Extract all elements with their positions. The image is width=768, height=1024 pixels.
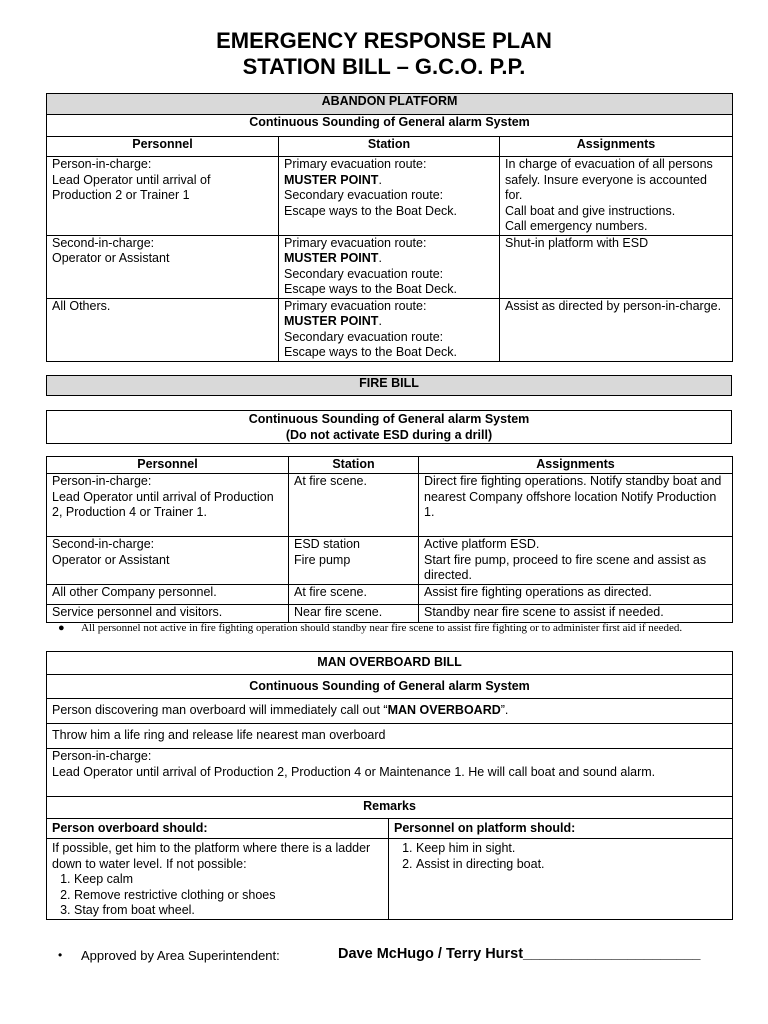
cell-line: Lead Operator until arrival of Production 2, Production 4 or Trainer 1.	[52, 489, 274, 519]
cell-line: Production 2 or Trainer 1	[52, 188, 190, 202]
abandon-alarm: Continuous Sounding of General alarm System	[47, 115, 733, 137]
assignments-cell: Assist fire fighting operations as directed.	[419, 584, 733, 604]
personnel-cell	[47, 235, 279, 298]
assignments-cell	[500, 157, 733, 236]
cell-line: Primary evacuation route:	[284, 157, 427, 171]
list-item: 1. Keep him in sight.	[416, 841, 727, 857]
cell-line: Fire pump	[294, 552, 351, 567]
overboard-title: MAN OVERBOARD BILL	[47, 652, 733, 675]
assignments-cell: Direct fire fighting operations. Notify standby boat and nearest Company offshore location Notify Production 1.	[419, 474, 733, 537]
cell-line: Escape ways to the Boat Deck.	[284, 282, 458, 296]
cell-line: Person-in-charge:	[52, 474, 152, 488]
left-intro: If possible, get him to the platform where there is a ladder down to water level. If not possible:	[52, 841, 371, 871]
throw-cell: Throw him a life ring and release life nearest man overboard	[47, 724, 733, 749]
station-cell: Primary evacuation route: MUSTER POINT. Secondary evacuation route: Escape ways to the Boat Deck.	[279, 235, 500, 298]
remarks-heading: Remarks	[47, 797, 733, 819]
table-row	[47, 298, 733, 361]
person-overboard-cell	[47, 839, 389, 920]
assignments-cell	[500, 235, 733, 298]
station-cell: At fire scene.	[289, 584, 419, 604]
fire-title: FIRE BILL	[47, 376, 732, 396]
fire-alarm-table	[46, 410, 732, 444]
cell-line: Active platform ESD.	[424, 537, 540, 551]
station-cell: Primary evacuation route: MUSTER POINT. Secondary evacuation route: Escape ways to the Boat Deck.	[279, 157, 500, 236]
personnel-cell	[47, 537, 289, 585]
call-out-text: Person discovering man overboard will immediately call out “	[52, 703, 388, 717]
cell-line: In charge of evacuation of all persons safely. Insure everyone is accounted for.	[505, 157, 713, 202]
table-row	[47, 584, 733, 604]
fire-alarm-note: (Do not activate ESD during a drill)	[285, 427, 493, 442]
call-out-end: ”.	[500, 703, 509, 717]
personnel-cell: Service personnel and visitors.	[47, 604, 289, 622]
list-item: 2. Remove restrictive clothing or shoes	[74, 888, 383, 904]
cell-line: Start fire pump, proceed to fire scene and assist as directed.	[424, 552, 707, 582]
cell-line: Second-in-charge:	[52, 235, 155, 250]
cell-line: ESD station	[294, 537, 361, 551]
station-cell: Near fire scene.	[289, 604, 419, 622]
cell-line: Primary evacuation route:	[284, 235, 427, 250]
fire-bill-table	[46, 456, 733, 623]
col-station: Station	[289, 457, 419, 474]
right-list	[394, 841, 727, 872]
col-station: Station	[279, 137, 500, 157]
cell-line: Operator or Assistant	[52, 552, 170, 567]
assignments-cell	[419, 537, 733, 585]
cell-line: Escape ways to the Boat Deck.	[284, 203, 458, 218]
station-cell	[289, 537, 419, 585]
cell-line: Second-in-charge:	[52, 537, 155, 551]
man-overboard-table	[46, 651, 733, 920]
col-assignments: Assignments	[500, 137, 733, 157]
fire-note	[58, 622, 728, 635]
list-item: 3. Stay from boat wheel.	[74, 903, 383, 919]
cell-line: Call boat and give instructions.	[505, 203, 676, 218]
table-row	[47, 235, 733, 298]
table-row	[47, 537, 733, 585]
cell-line: Secondary evacuation route:	[284, 329, 444, 344]
abandon-title: ABANDON PLATFORM	[47, 94, 733, 115]
station-cell: At fire scene.	[289, 474, 419, 537]
list-item: 1. Keep calm	[74, 872, 383, 888]
cell-line: Call emergency numbers.	[505, 219, 648, 233]
station-cell: Primary evacuation route: MUSTER POINT. Secondary evacuation route: Escape ways to the Boat Deck.	[279, 298, 500, 361]
cell-line: Assist as directed by person-in-charge.	[505, 298, 722, 313]
cell-line: Lead Operator until arrival of	[52, 172, 211, 187]
cell-line: Escape ways to the Boat Deck.	[284, 345, 458, 359]
personnel-cell	[47, 298, 279, 361]
approval-label: Approved by Area Superintendent:	[81, 948, 280, 963]
document-subtitle: STATION BILL – G.C.O. P.P.	[242, 54, 526, 79]
muster-point: MUSTER POINT	[284, 314, 379, 328]
pic-label: Person-in-charge:	[52, 749, 152, 763]
assignments-cell	[500, 298, 733, 361]
cell-line: Secondary evacuation route:	[284, 266, 444, 281]
call-out-cell	[47, 699, 733, 724]
cell-line: Operator or Assistant	[52, 251, 170, 265]
assignments-cell: Standby near fire scene to assist if needed.	[419, 604, 733, 622]
cell-line: Shut-in platform with ESD	[505, 235, 649, 250]
cell-line: Secondary evacuation route:	[284, 188, 444, 202]
col-personnel: Personnel	[47, 457, 289, 474]
approval-bullet: •	[58, 948, 63, 962]
approver-names: Dave McHugo / Terry Hurst______________________	[338, 946, 701, 962]
fire-alarm: Continuous Sounding of General alarm System	[248, 412, 530, 426]
col-assignments: Assignments	[419, 457, 733, 474]
table-row	[47, 604, 733, 622]
platform-personnel-heading: Personnel on platform should:	[389, 819, 733, 839]
cell-line: All Others.	[52, 298, 111, 313]
muster-point: MUSTER POINT	[284, 172, 379, 187]
platform-personnel-cell	[389, 839, 733, 920]
overboard-alarm: Continuous Sounding of General alarm System	[47, 675, 733, 699]
muster-point: MUSTER POINT	[284, 251, 379, 265]
table-row	[47, 474, 733, 537]
pic-cell	[47, 749, 733, 797]
bullet-icon: ●	[58, 622, 65, 634]
personnel-cell	[47, 157, 279, 236]
col-personnel: Personnel	[47, 137, 279, 157]
fire-bill-title-table	[46, 375, 732, 396]
man-overboard-callout: MAN OVERBOARD	[387, 703, 501, 717]
cell-line: Primary evacuation route:	[284, 298, 427, 313]
table-row	[47, 157, 733, 236]
personnel-cell	[47, 474, 289, 537]
personnel-cell: All other Company personnel.	[47, 584, 289, 604]
abandon-platform-table	[46, 93, 733, 362]
list-item: 2. Assist in directing boat.	[416, 857, 727, 873]
fire-note-text: All personnel not active in fire fighting operation should standby near fire scene to assist fire fighting or to administer first aid if needed.	[81, 622, 683, 634]
left-list	[52, 872, 383, 919]
document-title: EMERGENCY RESPONSE PLAN	[216, 28, 552, 53]
cell-line: Person-in-charge:	[52, 157, 152, 171]
pic-text: Lead Operator until arrival of Production 2, Production 4 or Maintenance 1. He will call boat and sound alarm.	[52, 764, 656, 779]
person-overboard-heading: Person overboard should:	[47, 819, 389, 839]
